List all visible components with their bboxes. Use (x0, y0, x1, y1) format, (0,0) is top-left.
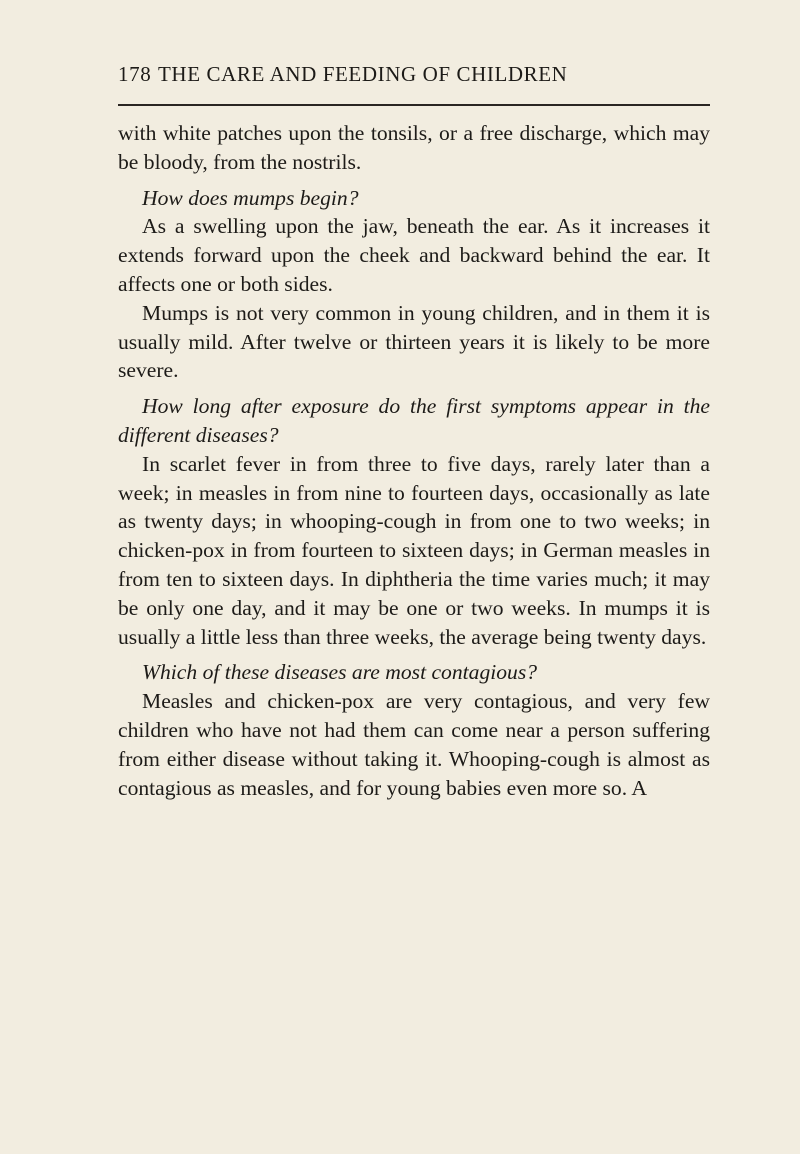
answer-paragraph: In scarlet fever in from three to five days, rarely later than a week; in measles in from nine to fourteen days, occasionally as late as twenty days; in whooping-cough in from one to two weeks; in chicken-pox in from fourteen to sixteen days; in German measles in from ten to sixteen days. In diphtheria the time varies much; it may be only one day, and it may be one or two weeks. In mumps it is usually a little less than three weeks, the average being twenty days. (118, 451, 710, 649)
answer-paragraph: As a swelling upon the jaw, beneath the ear. As it increases it extends forward upon the cheek and backward behind the ear. It affects one or both sides. (118, 214, 710, 296)
answer-paragraph: Mumps is not very common in young children, and in them it is usually mild. After twelve or thirteen years it is likely to be more severe. (118, 300, 710, 383)
header-rule (118, 104, 710, 106)
page-body (118, 119, 710, 802)
page-number: 178 (118, 62, 152, 86)
page-header (118, 62, 710, 92)
question-mumps-onset: How does mumps begin? (142, 185, 359, 210)
answer-paragraph: Measles and chicken-pox are very contagious, and very few children who have not had them can come near a person suffering from either disease without taking it. Whooping-cough is almost as contagious as measles, and for young babies even more so. A (118, 689, 710, 800)
question-contagious: Which of these diseases are most contagious? (142, 660, 538, 685)
continuation-paragraph: with white patches upon the tonsils, or a free discharge, which may be bloody, from the nostrils. (118, 121, 710, 174)
running-title: THE CARE AND FEEDING OF CHILDREN (158, 62, 568, 86)
question-incubation: How long after exposure do the first symptoms appear in the different diseases? (118, 394, 710, 447)
